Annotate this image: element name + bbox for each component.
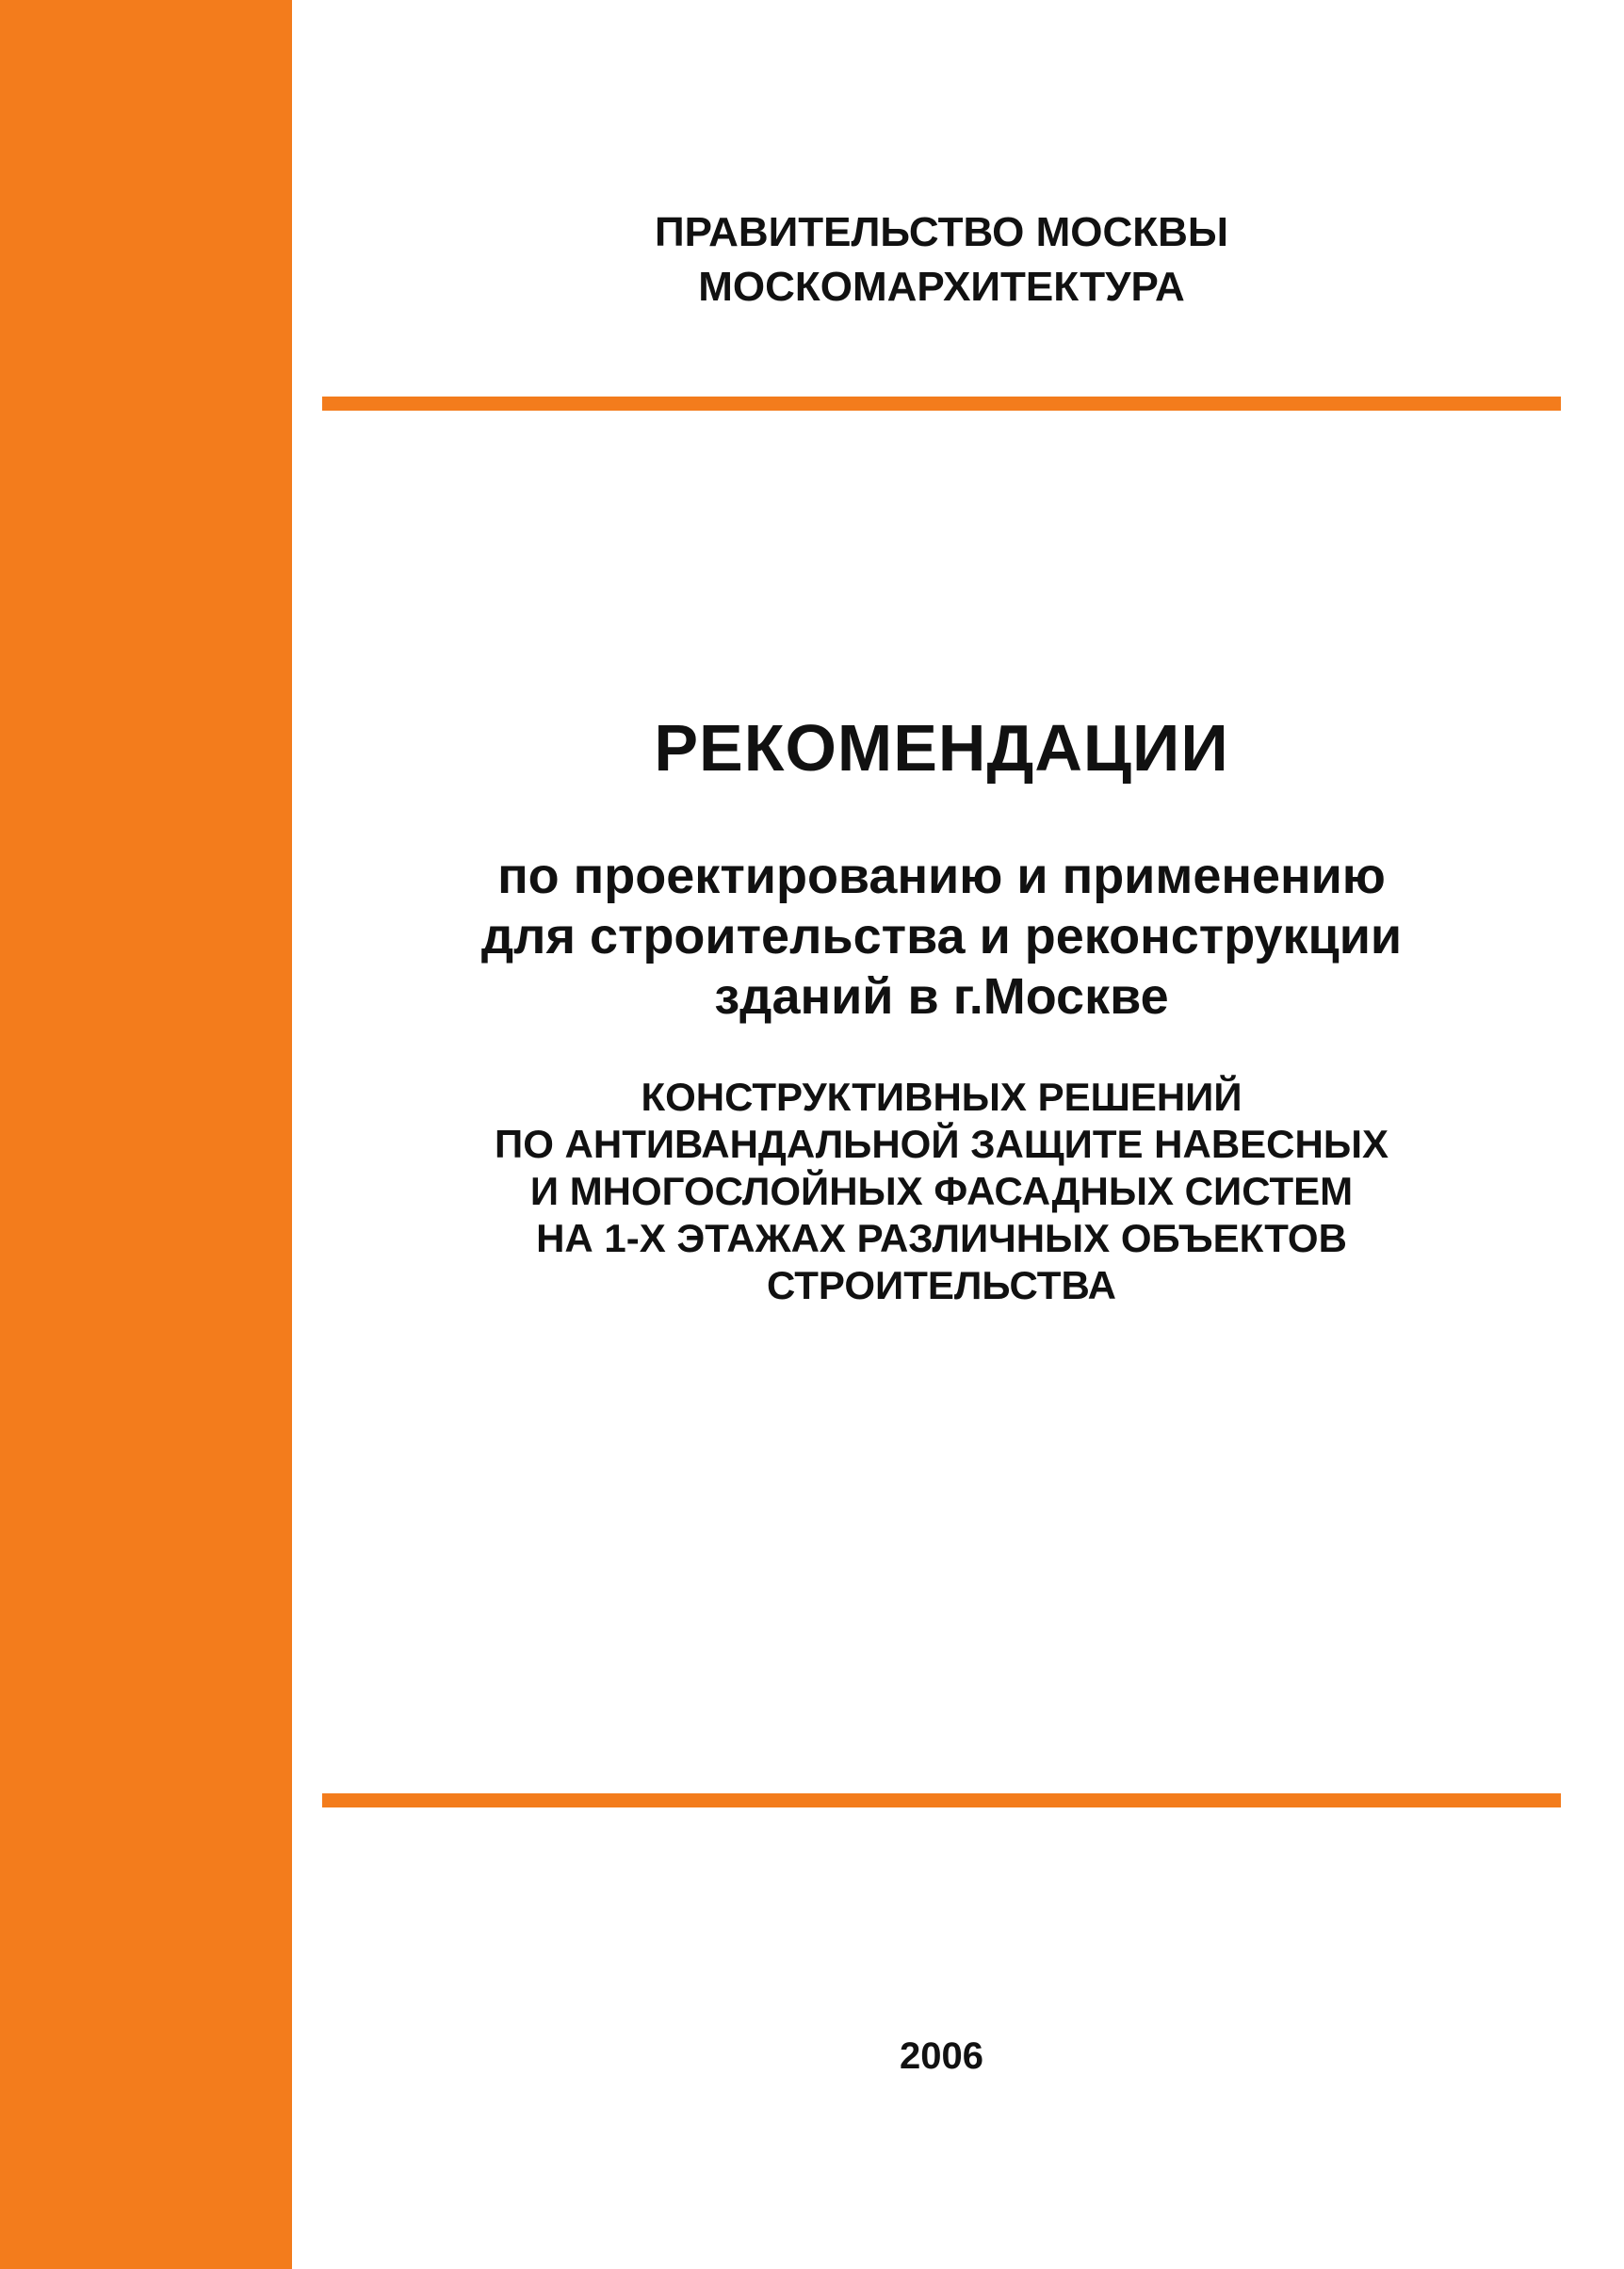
subject-line-2: ПО АНТИВАНДАЛЬНОЙ ЗАЩИТЕ НАВЕСНЫХ bbox=[495, 1122, 1389, 1166]
publisher-line-government: ПРАВИТЕЛЬСТВО МОСКВЫ bbox=[655, 209, 1228, 255]
subtitle-block bbox=[322, 846, 1561, 1027]
publisher-block bbox=[322, 205, 1561, 315]
subject-line-4: НА 1-Х ЭТАЖАХ РАЗЛИЧНЫХ ОБЪЕКТОВ bbox=[536, 1216, 1347, 1260]
publisher-line-agency: МОСКОМАРХИТЕКТУРА bbox=[698, 264, 1185, 310]
subject-line-5: СТРОИТЕЛЬСТВА bbox=[766, 1263, 1117, 1307]
subtitle-line-2: для строительства и реконструкции bbox=[480, 908, 1403, 964]
top-divider bbox=[322, 397, 1561, 411]
publication-year: 2006 bbox=[900, 2035, 983, 2077]
subtitle-line-3: зданий в г.Москве bbox=[714, 968, 1169, 1025]
orange-spine-band bbox=[0, 0, 292, 2269]
subject-block bbox=[322, 1074, 1561, 1309]
subject-line-3: И МНОГОСЛОЙНЫХ ФАСАДНЫХ СИСТЕМ bbox=[529, 1169, 1354, 1213]
subtitle-line-1: по проектированию и применению bbox=[497, 848, 1386, 904]
subject-line-1: КОНСТРУКТИВНЫХ РЕШЕНИЙ bbox=[641, 1075, 1242, 1119]
document-title: РЕКОМЕНДАЦИИ bbox=[654, 711, 1229, 785]
bottom-divider bbox=[322, 1793, 1561, 1807]
